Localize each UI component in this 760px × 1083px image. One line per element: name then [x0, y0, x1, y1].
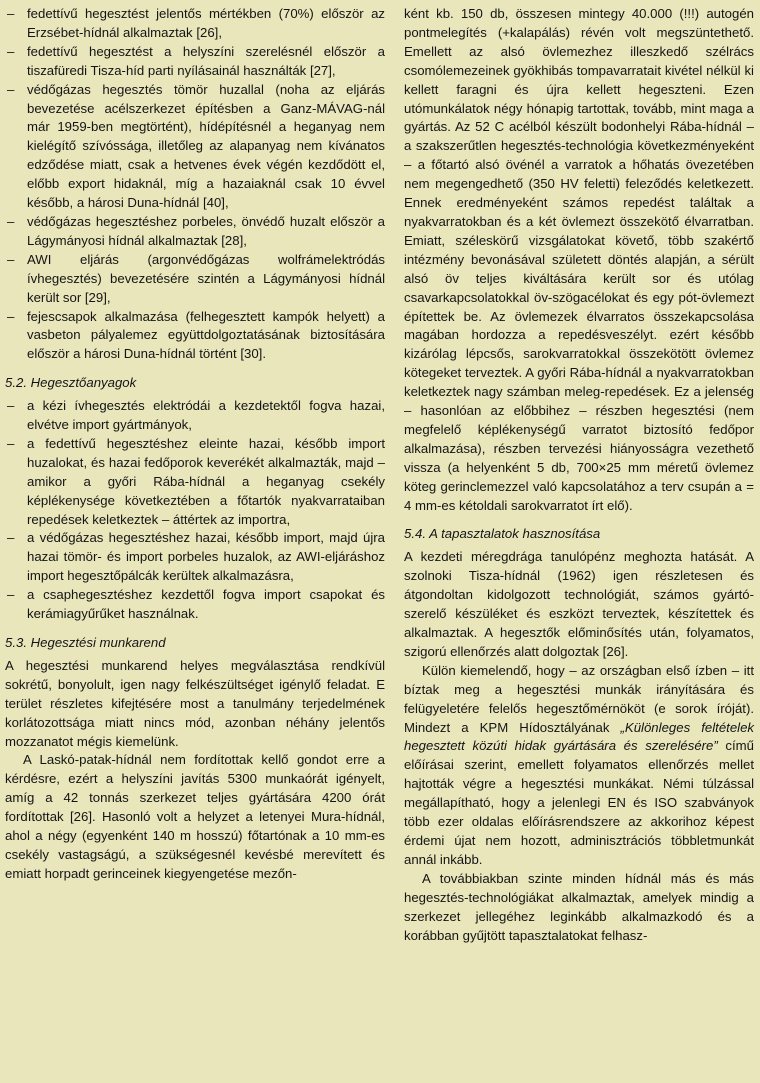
section-heading-5-3: 5.3. Hegesztési munkarend	[5, 635, 166, 650]
list-item: – védőgázas hegesztés tömör huzallal (noha az eljárás bevezetése acélszerkezet építésben a Ganz-MÁVAG-nál már 1959-ben megtörtént), hídépítésnél a heganyag nem kielégítő szívóssága, illetőleg az alapanyag nem kívánatos edződése miatt, csak a hetvenes évek végén kezdődött el, előbb export hidaknál, míg a hazaiaknál csak 10 évvel később, a hárosi Duna-hídnál [40],	[5, 81, 385, 213]
paragraph: ként kb. 150 db, összesen mintegy 40.000 (!!!) autogén pontmelegítés (+kalapálás) révén volt megszüntethető. Emellett az alsó övlemezhez illeszkedő szélrács csomólemezeinek gyökhibás tompavarratait kivétel nélkül ki kellett faragni és újra kellett hegeszteni. Ezen utómunkálatok négy hónapig tartottak, tovább, mint maga a gyártás. Az 52 C acélból készült bodonhelyi Rába-hídnál – a szakszerűtlen hegesztés-technológia következményeként – a főtartó alsó övénél a varratok a hőhatás övezetében nem megengedhető (350 HV feletti) feleződés keletkezett. Ennek eredményeként számos repedést találtak a nyakvarratokban és a két övlemezt összekötő élvarratban. Emiatt, széleskörű vizsgálatokat követő, több szakértő intézmény bevonásával született döntés alapján, a sérült alsó öv teljes kiváltására került sor és utólag csavarkapcsolatokkal öv-szögacélokat és egy pót-övlemezt építettek be. Az övlemezek élvarratos összekapcsolása magában hordozza a repedésveszélyt. ezért később kizárólag lépcsős, sarokvarratokkal összekötött övlemez kötegeket terveztek. A győri Rába-hídnál a nyakvarratokban keletkeztek nagy számban meleg-repedések. Ez a jelenség – hasonlóan az előbbihez – részben hegesztési (nem megfelelő képlékenységű varratot biztosító fedőpor alkalmazása), részben tervezési hiányosságra vezethető vissza (a helyenként 5 db, 700×25 mm méretű övlemez köteg gerinclemezzel való kapcsolatához a terv csupán a = 4 mm-es kétoldali sarokvarratot írt elő).	[404, 6, 754, 513]
list-item: – védőgázas hegesztéshez porbeles, önvédő huzalt először a Lágymányosi hídnál alkalmaztak [28],	[5, 213, 385, 251]
list-item: – AWI eljárás (argonvédőgázas wolfrámelektródás ívhegesztés) bevezetésére szintén a Lágymányosi hídnál került sor [29],	[5, 251, 385, 308]
list-item: – a csaphegesztéshez kezdettől fogva import csapokat és kerámiagyűrűket használnak.	[5, 586, 385, 624]
welding-methods-list	[5, 5, 385, 364]
list-item: – fejescsapok alkalmazása (felhegesztett kampók helyett) a vasbeton pályalemez együttdolgoztatásának biztosítására először a hárosi Duna-hídnál történt [30].	[5, 308, 385, 365]
list-item: – fedettívű hegesztést a helyszíni szerelésnél először a tiszafüredi Tisza-híd parti nyílásainál használták [27],	[5, 43, 385, 81]
list-item: – a kézi ívhegesztés elektródái a kezdetektől fogva hazai, elvétve import gyártmányok,	[5, 397, 385, 435]
paragraph: A továbbiakban szinte minden hídnál más és más hegesztés-technológiákat alkalmaztak, amelyek mindig a szerkezet jellegéhez leginkább alkalmazkodó és a korábban gyűjtött tapasztalatokat felhasz-	[404, 870, 754, 943]
list-item: – a védőgázas hegesztéshez hazai, később import, majd újra hazai tömör- és import porbeles huzalok, az AWI-eljáráshoz import hegesztőpálcák kerültek alkalmazásra,	[5, 529, 385, 586]
regulation-title: „Különleges feltételek hegesztett közúti hidak gyártására és szerelésére”	[404, 719, 755, 754]
section-heading-5-4: 5.4. A tapasztalatok hasznosítása	[404, 526, 601, 542]
paragraph: A kezdeti méregdrága tanulópénz meghozta hatását. A szolnoki Tisza-hídnál (1962) igen részletesen és átgondoltan kidolgozott technológiát, számos gyártó-szerelő készüléket és eszközt terveztek, készítettek és alkalmaztak. A hegesztők előminősítés után, folyamatos, szigorú ellenőrzés alatt dolgoztak [26].	[404, 549, 754, 659]
paragraph-text: Külön kiemelendő, hogy – az országban első ízben – itt bíztak meg a hegesztési munkák irányítására és felügyeletére felelős hegesztőmérnököt (e sorok íróját). Mindezt a KPM Hídosztályának	[404, 662, 754, 735]
paragraph-text: című előírásai szerint, emellett folyamatos ellenőrzés mellet hajtották végre a hegesztési munkákat. Némi túlzással megállapítható, hogy a jelenlegi EN és ISO szabványok több ezer oldalas előírásrendszere az akkorihoz képest érdemi újat nem hozott, adminisztrációs többletmunkát annál inkább.	[404, 738, 754, 867]
list-item: – a fedettívű hegesztéshez eleinte hazai, később import huzalokat, és hazai fedőporok keverékét alkalmazták, majd – amikor a győri Rába-hídnál a heganyag csekély képlékenysége következtében a főtartók nyakvarrataiban repedések keletkeztek – áttértek az importra,	[5, 435, 385, 530]
list-item: – fedettívű hegesztést jelentős mértékben (70%) először az Erzsébet-hídnál alkalmaztak [26],	[5, 5, 385, 43]
paragraph: A Laskó-patak-hídnál nem fordítottak kellő gondot erre a kérdésre, ezért a helyszíni javítás 5300 munkaórát igényelt, amíg a 42 tonnás szerkezet teljes gyártására 4200 órát fordítottak [26]. Hasonló volt a helyzet a letenyei Mura-hídnál, ahol a négy (egyenként 140 m hosszú) főtartónak a 10 mm-es csekély vastagságú, a szükségesnél kevésbé merevített és emiatt horpadt gerinceinek kiegyengetése mezőn-	[5, 752, 385, 881]
paragraph	[404, 662, 754, 870]
section-heading-5-2: 5.2. Hegesztőanyagok	[5, 375, 137, 391]
paragraph: A hegesztési munkarend helyes megválasztása rendkívül sokrétű, bonyolult, igen nagy felkészültséget igénylő feladat. E terület részletes kifejtésére most a tanulmány terjedelmének korlátozottsága miatt nincs mód, azonban néhány jelentős mozzanatot mégis kiemelünk.	[5, 657, 385, 749]
left-column	[5, 5, 385, 884]
right-column	[404, 5, 754, 945]
welding-materials-list	[5, 397, 385, 624]
